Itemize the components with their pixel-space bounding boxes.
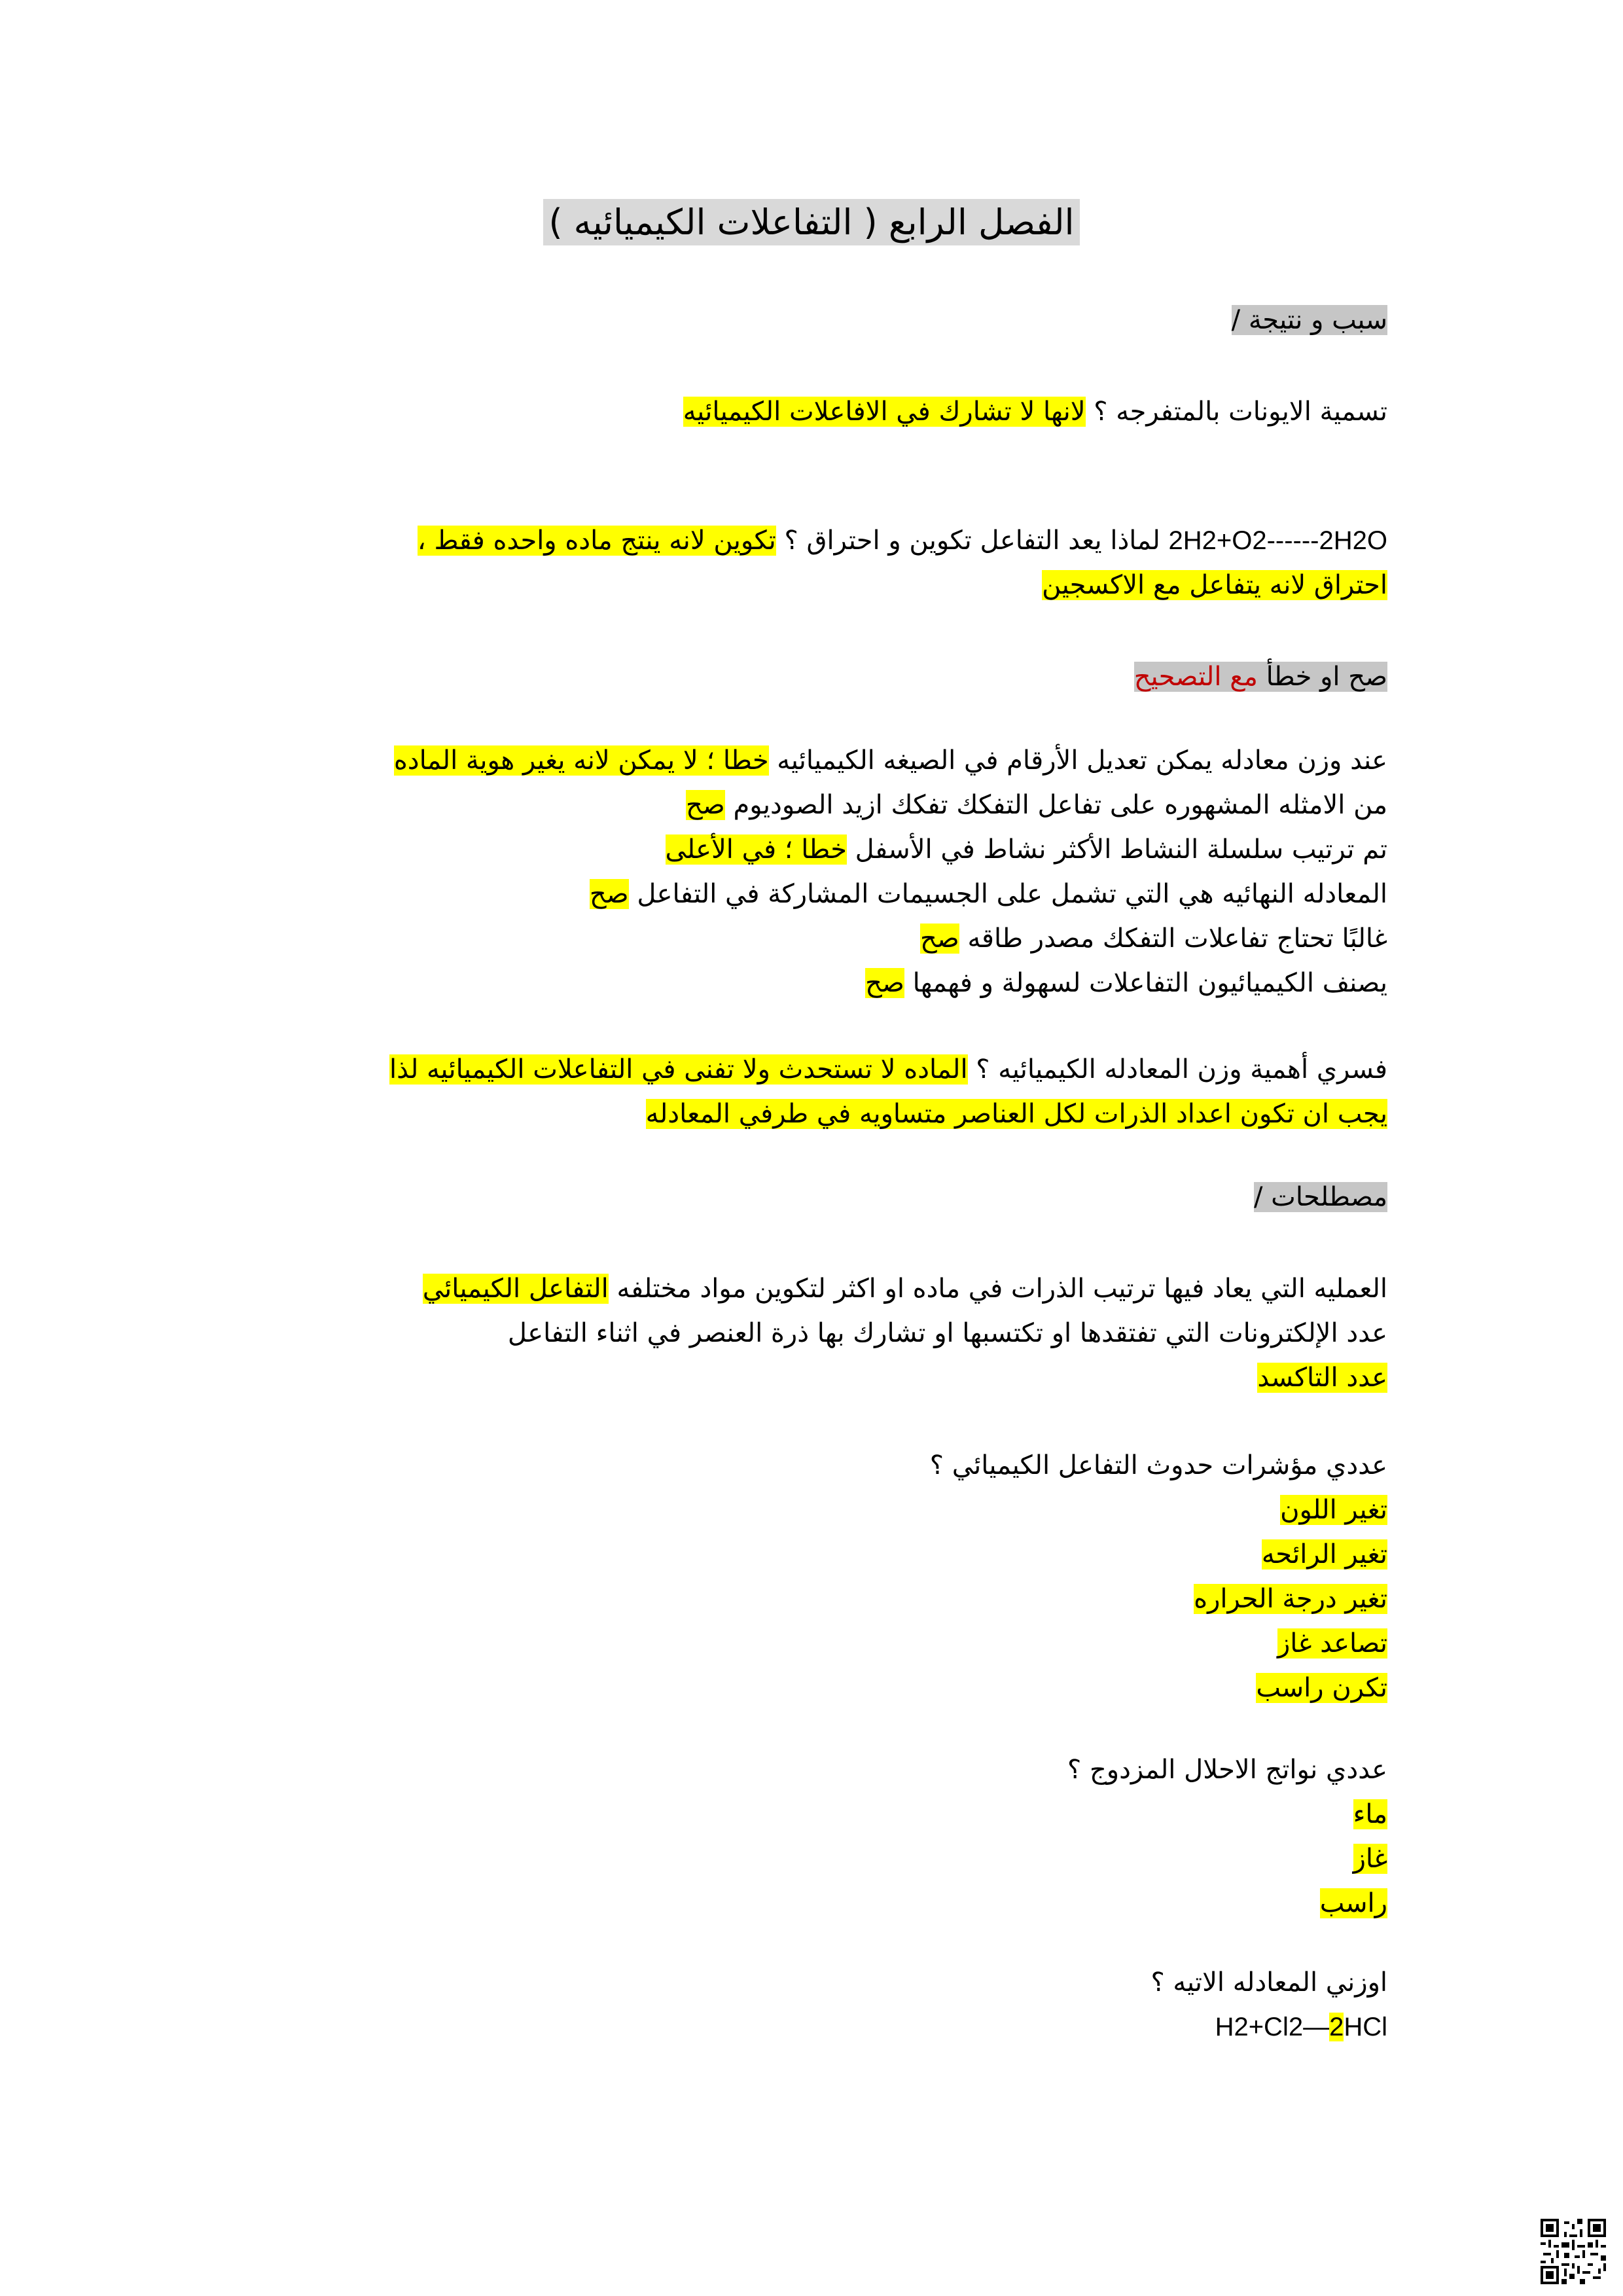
question-text: لماذا يعد التفاعل تكوين و احتراق ؟	[776, 526, 1169, 556]
list-item: راسب	[1319, 1888, 1387, 1918]
cause-effect-heading-block	[157, 298, 1387, 342]
list-item: عند وزن معادله يمكن تعديل الأرقام في الصيغه الكيميائيه خطا ؛ لا يمكن لانه يغير هوية الماده	[393, 745, 1387, 776]
page-title: الفصل الرابع ( التفاعلات الكيميائيه )	[0, 196, 1623, 249]
answer-highlight: احتراق لانه يتفاعل مع الاكسجين	[1042, 570, 1387, 600]
answer-highlight: لانها لا تشارك في الافاعلات الكيميائيه	[683, 397, 1086, 427]
question-text: تسمية الايونات بالمتفرجه ؟	[1085, 397, 1387, 427]
terms-heading-block	[157, 1175, 1387, 1219]
terms-list: العمليه التي يعاد فيها ترتيب الذرات في ماده او اكثر لتكوين مواد مختلفه التفاعل الكيميائي عدد الإلكترونات التي تفتقدها او تكتسبها او تشارك بها ذرة العنصر في اثناء التفاعل عدد التاكسد	[157, 1266, 1387, 1400]
list-item: غالبًا تحتاج تفاعلات التفكك مصدر طاقه صح	[919, 924, 1387, 954]
section-heading-cause-effect: سبب و نتيجة /	[1231, 305, 1387, 335]
equation-text: H2+Cl2—2HCl	[1215, 2013, 1387, 2041]
double-displacement-question: عددي نواتج الاحلال المزدوج ؟ ماء غاز راسب	[157, 1748, 1387, 1926]
list-item: غاز	[1353, 1844, 1387, 1874]
list-item: المعادله النهائيه هي التي تشمل على الجسيمات المشاركة في التفاعل صح	[589, 879, 1387, 909]
qr-code-icon	[1541, 2219, 1606, 2284]
true-false-heading-block	[157, 655, 1387, 699]
cause-question-1	[157, 389, 1387, 434]
list-item: تكرن راسب	[1256, 1673, 1387, 1703]
answer-highlight: تكوين لانه ينتج ماده واحده فقط ،	[417, 526, 776, 556]
indicators-question: عددي مؤشرات حدوث التفاعل الكيميائي ؟ تغير اللون تغير الرائحه تغير درجة الحراره تصاعد غاز تكرن راسب	[157, 1443, 1387, 1710]
list-item: عدد الإلكترونات التي تفتقدها او تكتسبها او تشارك بها ذرة العنصر في اثناء التفاعل	[507, 1318, 1387, 1348]
true-false-list	[157, 738, 1387, 1005]
list-item: تغير اللون	[1280, 1495, 1387, 1525]
importance-question: فسري أهمية وزن المعادله الكيميائيه ؟ الماده لا تستحدث ولا تفنى في التفاعلات الكيميائيه لذا يجب ان تكون اعداد الذرات لكل العناصر متساويه في طرفي المعادله	[389, 1054, 1387, 1129]
equation-text: 2H2+O2------2H2O	[1168, 526, 1387, 555]
cause-question-2	[157, 518, 1387, 607]
list-item: من الامثله المشهوره على تفاعل التفكك تفكك ازيد الصوديوم صح	[685, 790, 1387, 820]
list-item: يصنف الكيميائيون التفاعلات لسهولة و فهمها صح	[865, 968, 1387, 998]
list-item: تغير درجة الحراره	[1194, 1584, 1387, 1614]
balance-question: اوزني المعادله الاتيه ؟ H2+Cl2—2HCl	[157, 1960, 1387, 2049]
list-item: العمليه التي يعاد فيها ترتيب الذرات في ماده او اكثر لتكوين مواد مختلفه التفاعل الكيميائي	[422, 1274, 1387, 1304]
list-item: تصاعد غاز	[1277, 1628, 1387, 1659]
list-item: ماء	[1353, 1799, 1387, 1829]
list-item: تغير الرائحه	[1261, 1539, 1387, 1570]
list-item: تم ترتيب سلسلة النشاط الأكثر نشاط في الأسفل خطا ؛ في الأعلى	[665, 834, 1387, 865]
section-heading-terms: مصطلحات /	[1253, 1182, 1387, 1212]
section-heading-true-false: صح او خطأ مع التصحيح	[1133, 662, 1387, 692]
